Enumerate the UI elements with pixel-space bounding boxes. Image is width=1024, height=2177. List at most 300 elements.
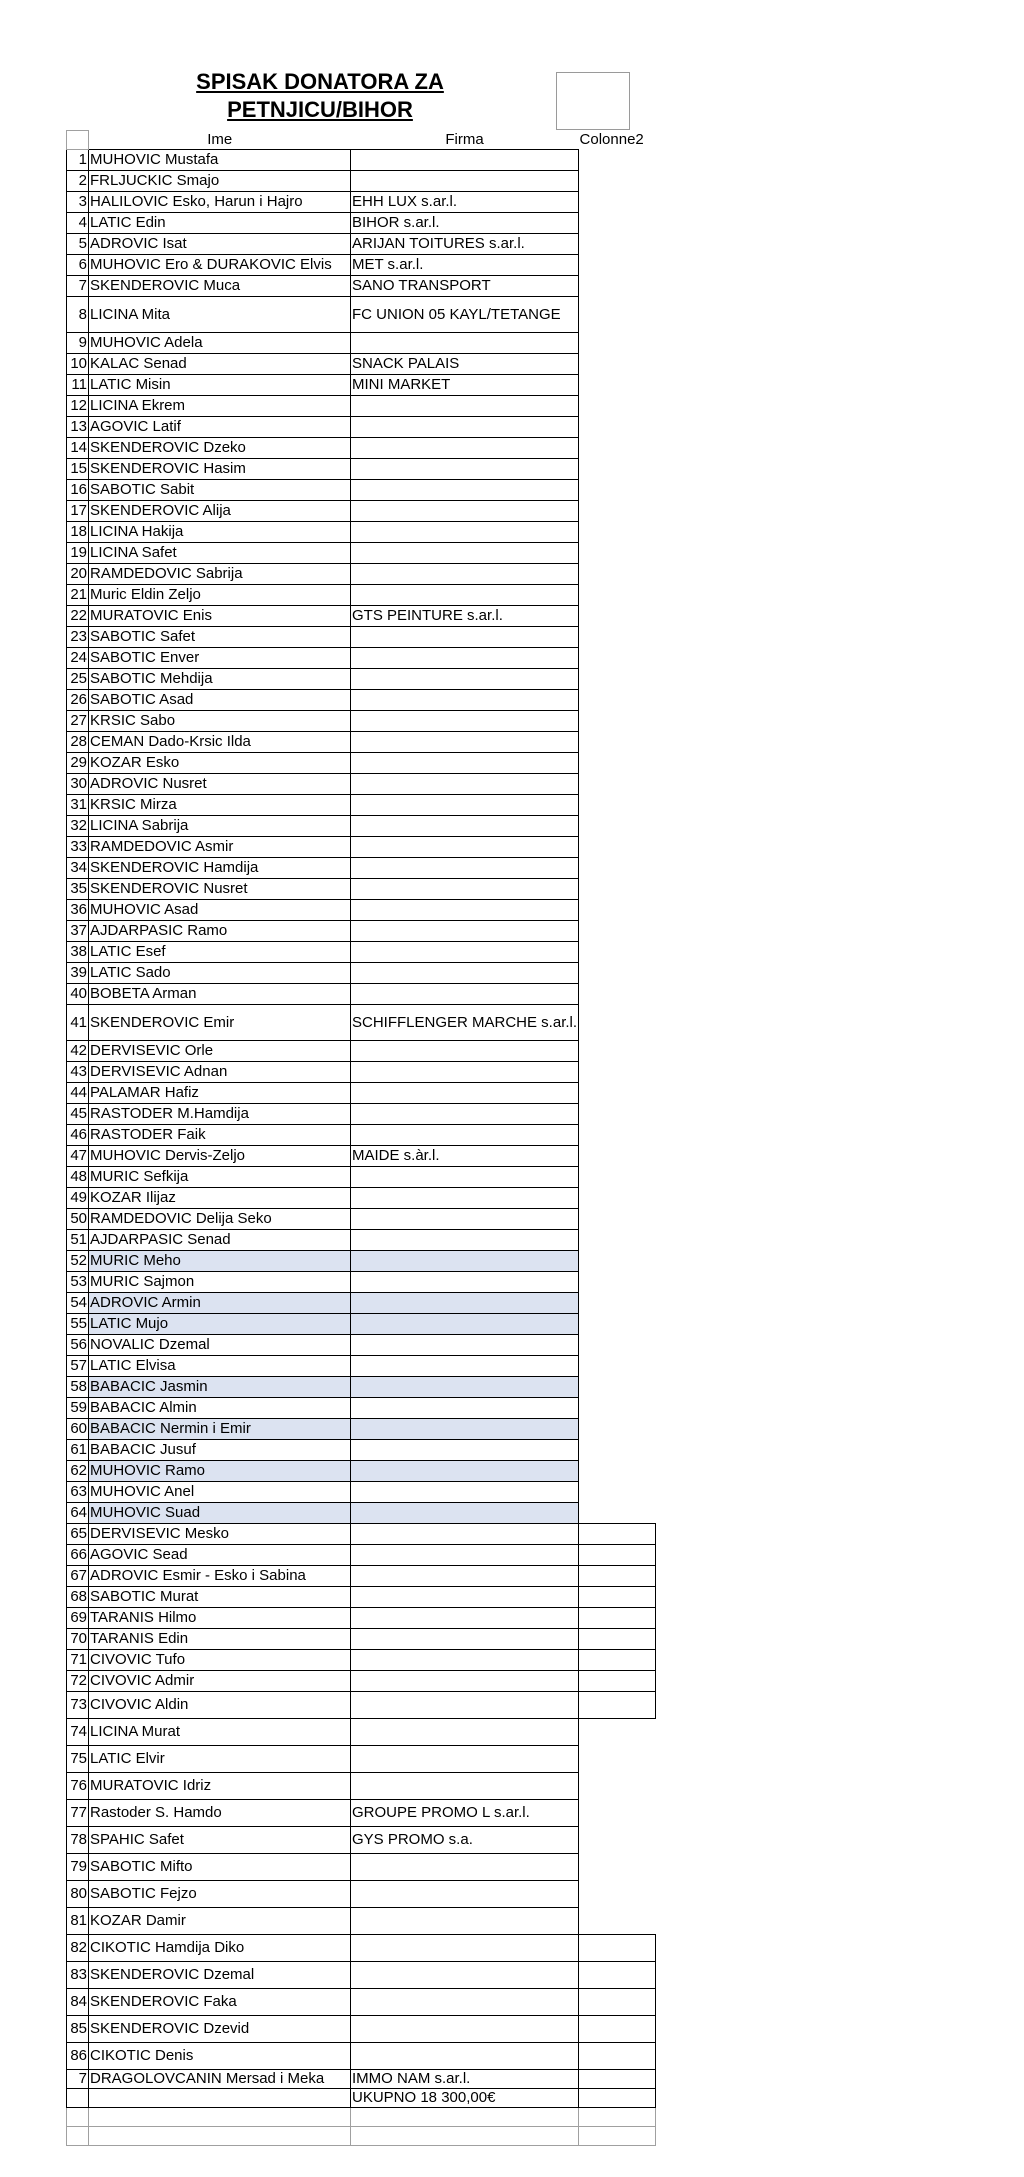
donor-name bbox=[89, 2089, 351, 2108]
donor-company bbox=[351, 858, 579, 879]
table-row bbox=[67, 921, 656, 942]
table-row bbox=[67, 1230, 656, 1251]
row-number: 23 bbox=[67, 627, 89, 648]
row-number: 72 bbox=[67, 1671, 89, 1692]
row-number: 46 bbox=[67, 1125, 89, 1146]
row-number bbox=[67, 2089, 89, 2108]
row-number bbox=[67, 2108, 89, 2127]
header-colonne2: Colonne2 bbox=[579, 131, 644, 148]
colonne2-cell bbox=[579, 255, 656, 276]
donor-name: SABOTIC Mehdija bbox=[89, 669, 351, 690]
table-row bbox=[67, 1827, 656, 1854]
donor-company bbox=[351, 2127, 579, 2146]
donor-name: SKENDEROVIC Hamdija bbox=[89, 858, 351, 879]
table-row bbox=[67, 1545, 656, 1566]
donor-company bbox=[351, 1188, 579, 1209]
donor-name: SABOTIC Murat bbox=[89, 1587, 351, 1608]
donor-name: SKENDEROVIC Dzemal bbox=[89, 1962, 351, 1989]
donor-name: PALAMAR Hafiz bbox=[89, 1083, 351, 1104]
donor-company bbox=[351, 585, 579, 606]
table-row bbox=[67, 333, 656, 354]
donor-name: MUHOVIC Ramo bbox=[89, 1461, 351, 1482]
row-number: 76 bbox=[67, 1773, 89, 1800]
row-number: 55 bbox=[67, 1314, 89, 1335]
row-number: 71 bbox=[67, 1650, 89, 1671]
table-row bbox=[67, 1314, 656, 1335]
row-number: 57 bbox=[67, 1356, 89, 1377]
row-number: 50 bbox=[67, 1209, 89, 1230]
donor-name: RAMDEDOVIC Delija Seko bbox=[89, 1209, 351, 1230]
donor-company: GROUPE PROMO L s.ar.l. bbox=[351, 1800, 579, 1827]
donor-company bbox=[351, 1503, 579, 1524]
table-row bbox=[67, 276, 656, 297]
colonne2-cell bbox=[579, 1167, 656, 1188]
table-row bbox=[67, 1908, 656, 1935]
donor-company bbox=[351, 795, 579, 816]
table-row bbox=[67, 1188, 656, 1209]
colonne2-cell bbox=[579, 2127, 656, 2146]
donor-name: LICINA Mita bbox=[89, 297, 351, 333]
table-row bbox=[67, 438, 656, 459]
donor-company bbox=[351, 2016, 579, 2043]
row-number: 65 bbox=[67, 1524, 89, 1545]
table-row bbox=[67, 480, 656, 501]
table-row bbox=[67, 1935, 656, 1962]
row-number: 15 bbox=[67, 459, 89, 480]
donor-company bbox=[351, 1566, 579, 1587]
donor-company: SNACK PALAIS bbox=[351, 354, 579, 375]
row-number: 27 bbox=[67, 711, 89, 732]
donor-company bbox=[351, 1962, 579, 1989]
row-number bbox=[67, 2127, 89, 2146]
donor-company bbox=[351, 171, 579, 192]
donor-company bbox=[351, 564, 579, 585]
donor-name: MURATOVIC Idriz bbox=[89, 1773, 351, 1800]
donor-company: SCHIFFLENGER MARCHE s.ar.l. bbox=[351, 1005, 579, 1041]
table-row bbox=[67, 1989, 656, 2016]
donor-name: ADROVIC Esmir - Esko i Sabina bbox=[89, 1566, 351, 1587]
donor-name: SKENDEROVIC Faka bbox=[89, 1989, 351, 2016]
donor-name: MURIC Sajmon bbox=[89, 1272, 351, 1293]
colonne2-cell bbox=[579, 1908, 656, 1935]
row-number: 51 bbox=[67, 1230, 89, 1251]
donor-name: AJDARPASIC Senad bbox=[89, 1230, 351, 1251]
colonne2-cell bbox=[579, 1398, 656, 1419]
table-row bbox=[67, 2016, 656, 2043]
row-number: 41 bbox=[67, 1005, 89, 1041]
colonne2-cell bbox=[579, 354, 656, 375]
donor-company bbox=[351, 1356, 579, 1377]
row-number: 2 bbox=[67, 171, 89, 192]
table-row bbox=[67, 1146, 656, 1167]
table-row bbox=[67, 774, 656, 795]
donor-company bbox=[351, 1881, 579, 1908]
colonne2-cell bbox=[579, 1083, 656, 1104]
donor-name: KALAC Senad bbox=[89, 354, 351, 375]
donor-company: ARIJAN TOITURES s.ar.l. bbox=[351, 234, 579, 255]
donor-company bbox=[351, 1398, 579, 1419]
row-number: 25 bbox=[67, 669, 89, 690]
donor-name: LATIC Misin bbox=[89, 375, 351, 396]
colonne2-cell bbox=[579, 1827, 656, 1854]
row-number: 16 bbox=[67, 480, 89, 501]
row-number: 69 bbox=[67, 1608, 89, 1629]
row-number: 84 bbox=[67, 1989, 89, 2016]
donor-name: LICINA Ekrem bbox=[89, 396, 351, 417]
donor-company bbox=[351, 459, 579, 480]
table-row bbox=[67, 963, 656, 984]
row-number: 44 bbox=[67, 1083, 89, 1104]
colonne2-cell bbox=[579, 396, 656, 417]
row-number: 52 bbox=[67, 1251, 89, 1272]
donor-company bbox=[351, 774, 579, 795]
donor-company bbox=[351, 669, 579, 690]
donor-company bbox=[351, 480, 579, 501]
row-number: 67 bbox=[67, 1566, 89, 1587]
donor-company bbox=[351, 522, 579, 543]
donor-name: FRLJUCKIC Smajo bbox=[89, 171, 351, 192]
colonne2-cell bbox=[579, 1104, 656, 1125]
colonne2-cell bbox=[579, 1719, 656, 1746]
donor-name: RAMDEDOVIC Asmir bbox=[89, 837, 351, 858]
row-number: 6 bbox=[67, 255, 89, 276]
table-row bbox=[67, 1104, 656, 1125]
donor-company: MINI MARKET bbox=[351, 375, 579, 396]
table-row bbox=[67, 1398, 656, 1419]
table-row bbox=[67, 606, 656, 627]
donor-name: BABACIC Nermin i Emir bbox=[89, 1419, 351, 1440]
row-number: 1 bbox=[67, 150, 89, 171]
colonne2-cell bbox=[579, 753, 656, 774]
row-number: 66 bbox=[67, 1545, 89, 1566]
donor-name: DERVISEVIC Mesko bbox=[89, 1524, 351, 1545]
donor-name: TARANIS Hilmo bbox=[89, 1608, 351, 1629]
donor-company: GTS PEINTURE s.ar.l. bbox=[351, 606, 579, 627]
donor-name: SABOTIC Mifto bbox=[89, 1854, 351, 1881]
donor-company: IMMO NAM s.ar.l. bbox=[351, 2070, 579, 2089]
table-row bbox=[67, 234, 656, 255]
donor-company bbox=[351, 333, 579, 354]
row-number: 34 bbox=[67, 858, 89, 879]
table-row bbox=[67, 1293, 656, 1314]
donor-name: MUHOVIC Mustafa bbox=[89, 150, 351, 171]
table-row bbox=[67, 1524, 656, 1545]
row-number: 42 bbox=[67, 1041, 89, 1062]
donor-company bbox=[351, 627, 579, 648]
donor-name: LICINA Murat bbox=[89, 1719, 351, 1746]
donor-company: GYS PROMO s.a. bbox=[351, 1827, 579, 1854]
donor-company bbox=[351, 1293, 579, 1314]
row-number: 62 bbox=[67, 1461, 89, 1482]
table-row bbox=[67, 753, 656, 774]
donor-company bbox=[351, 1125, 579, 1146]
colonne2-cell bbox=[579, 1881, 656, 1908]
colonne2-cell bbox=[579, 669, 656, 690]
donor-company bbox=[351, 1314, 579, 1335]
donor-name: LICINA Sabrija bbox=[89, 816, 351, 837]
colonne2-cell bbox=[579, 1650, 656, 1671]
donor-name: KRSIC Mirza bbox=[89, 795, 351, 816]
colonne2-cell bbox=[579, 1440, 656, 1461]
donor-name: LATIC Mujo bbox=[89, 1314, 351, 1335]
table-row bbox=[67, 2043, 656, 2070]
colonne2-cell bbox=[579, 2108, 656, 2127]
donor-name: CIVOVIC Aldin bbox=[89, 1692, 351, 1719]
table-row bbox=[67, 1209, 656, 1230]
row-number: 13 bbox=[67, 417, 89, 438]
colonne2-cell bbox=[579, 606, 656, 627]
donor-name: RAMDEDOVIC Sabrija bbox=[89, 564, 351, 585]
donor-company bbox=[351, 1524, 579, 1545]
row-number: 38 bbox=[67, 942, 89, 963]
donor-name: BABACIC Almin bbox=[89, 1398, 351, 1419]
colonne2-cell bbox=[579, 1545, 656, 1566]
colonne2-cell bbox=[579, 417, 656, 438]
table-row bbox=[67, 150, 656, 171]
colonne2-cell bbox=[579, 2016, 656, 2043]
row-number: 70 bbox=[67, 1629, 89, 1650]
table-row bbox=[67, 1461, 656, 1482]
row-number: 53 bbox=[67, 1272, 89, 1293]
donor-company: MET s.ar.l. bbox=[351, 255, 579, 276]
table-row bbox=[67, 1377, 656, 1398]
colonne2-cell bbox=[579, 837, 656, 858]
table-row bbox=[67, 171, 656, 192]
row-number: 20 bbox=[67, 564, 89, 585]
colonne2-cell bbox=[579, 1209, 656, 1230]
donor-company bbox=[351, 1719, 579, 1746]
colonne2-cell bbox=[579, 1272, 656, 1293]
table-row bbox=[67, 585, 656, 606]
header-row bbox=[67, 131, 656, 150]
donor-name: BABACIC Jasmin bbox=[89, 1377, 351, 1398]
donor-company: BIHOR s.ar.l. bbox=[351, 213, 579, 234]
table-row bbox=[67, 1854, 656, 1881]
row-number: 29 bbox=[67, 753, 89, 774]
donor-company bbox=[351, 984, 579, 1005]
table-row bbox=[67, 1419, 656, 1440]
colonne2-cell bbox=[579, 1461, 656, 1482]
donor-company bbox=[351, 648, 579, 669]
donor-company bbox=[351, 1650, 579, 1671]
table-row bbox=[67, 1671, 656, 1692]
header-firma: Firma bbox=[445, 130, 484, 148]
table-row bbox=[67, 900, 656, 921]
table-row bbox=[67, 2127, 656, 2146]
donor-name: LATIC Esef bbox=[89, 942, 351, 963]
row-number: 18 bbox=[67, 522, 89, 543]
colonne2-cell bbox=[579, 150, 656, 171]
colonne2-cell bbox=[579, 501, 656, 522]
row-number: 7 bbox=[67, 276, 89, 297]
donor-company bbox=[351, 837, 579, 858]
table-row bbox=[67, 1719, 656, 1746]
header-num bbox=[67, 131, 89, 150]
colonne2-cell bbox=[579, 1692, 656, 1719]
colonne2-cell bbox=[579, 858, 656, 879]
donor-company: SANO TRANSPORT bbox=[351, 276, 579, 297]
table-row bbox=[67, 627, 656, 648]
row-number: 32 bbox=[67, 816, 89, 837]
table-row bbox=[67, 1482, 656, 1503]
donor-company bbox=[351, 2108, 579, 2127]
colonne2-cell bbox=[579, 1005, 656, 1041]
colonne2-cell bbox=[579, 1800, 656, 1827]
table-row bbox=[67, 732, 656, 753]
colonne2-cell bbox=[579, 1377, 656, 1398]
row-number: 56 bbox=[67, 1335, 89, 1356]
colonne2-cell bbox=[579, 1524, 656, 1545]
donor-company bbox=[351, 1440, 579, 1461]
donor-company bbox=[351, 1671, 579, 1692]
donor-name: HALILOVIC Esko, Harun i Hajro bbox=[89, 192, 351, 213]
row-number: 68 bbox=[67, 1587, 89, 1608]
donor-name: ADROVIC Armin bbox=[89, 1293, 351, 1314]
colonne2-cell bbox=[579, 900, 656, 921]
donor-company bbox=[351, 816, 579, 837]
colonne2-cell bbox=[579, 1773, 656, 1800]
table-row bbox=[67, 795, 656, 816]
donor-company bbox=[351, 1608, 579, 1629]
donor-company bbox=[351, 501, 579, 522]
colonne2-cell bbox=[579, 1587, 656, 1608]
donor-company bbox=[351, 1167, 579, 1188]
donor-company bbox=[351, 711, 579, 732]
table-row bbox=[67, 669, 656, 690]
colonne2-cell bbox=[579, 480, 656, 501]
donor-table-body bbox=[67, 131, 656, 2146]
colonne2-cell bbox=[579, 1041, 656, 1062]
row-number: 60 bbox=[67, 1419, 89, 1440]
colonne2-cell bbox=[579, 1746, 656, 1773]
colonne2-cell bbox=[579, 795, 656, 816]
donor-name bbox=[89, 2127, 351, 2146]
row-number: 80 bbox=[67, 1881, 89, 1908]
row-number: 82 bbox=[67, 1935, 89, 1962]
donor-name: CIVOVIC Tufo bbox=[89, 1650, 351, 1671]
table-row bbox=[67, 816, 656, 837]
donor-company bbox=[351, 1230, 579, 1251]
row-number: 61 bbox=[67, 1440, 89, 1461]
donor-name: RASTODER M.Hamdija bbox=[89, 1104, 351, 1125]
table-row bbox=[67, 942, 656, 963]
donor-company: MAIDE s.àr.l. bbox=[351, 1146, 579, 1167]
colonne2-cell bbox=[579, 1503, 656, 1524]
donor-name: KOZAR Ilijaz bbox=[89, 1188, 351, 1209]
donor-company bbox=[351, 438, 579, 459]
table-row bbox=[67, 1587, 656, 1608]
row-number: 3 bbox=[67, 192, 89, 213]
table-row bbox=[67, 396, 656, 417]
donor-company: UKUPNO 18 300,00€ bbox=[351, 2089, 579, 2108]
donor-name: LATIC Sado bbox=[89, 963, 351, 984]
donor-name: LICINA Hakija bbox=[89, 522, 351, 543]
row-number: 39 bbox=[67, 963, 89, 984]
colonne2-cell bbox=[579, 879, 656, 900]
table-row bbox=[67, 354, 656, 375]
table-row bbox=[67, 1503, 656, 1524]
colonne2-cell bbox=[579, 984, 656, 1005]
colonne2-cell bbox=[579, 192, 656, 213]
table-row bbox=[67, 1773, 656, 1800]
row-number: 85 bbox=[67, 2016, 89, 2043]
table-row bbox=[67, 1083, 656, 1104]
donor-company bbox=[351, 1482, 579, 1503]
donor-name: BOBETA Arman bbox=[89, 984, 351, 1005]
donor-company bbox=[351, 1935, 579, 1962]
row-number: 8 bbox=[67, 297, 89, 333]
table-row bbox=[67, 1335, 656, 1356]
donor-company bbox=[351, 1692, 579, 1719]
row-number: 17 bbox=[67, 501, 89, 522]
colonne2-cell bbox=[579, 1335, 656, 1356]
table-row bbox=[67, 711, 656, 732]
donor-name: MUHOVIC Suad bbox=[89, 1503, 351, 1524]
row-number: 49 bbox=[67, 1188, 89, 1209]
document-title bbox=[150, 68, 490, 124]
donor-company bbox=[351, 543, 579, 564]
title-line-2: PETNJICU/BIHOR bbox=[227, 97, 413, 122]
donor-name: RASTODER Faik bbox=[89, 1125, 351, 1146]
donor-company bbox=[351, 1272, 579, 1293]
donor-name: SKENDEROVIC Muca bbox=[89, 276, 351, 297]
table-row bbox=[67, 543, 656, 564]
donor-company bbox=[351, 1041, 579, 1062]
donor-company bbox=[351, 753, 579, 774]
donor-company bbox=[351, 1335, 579, 1356]
row-number: 43 bbox=[67, 1062, 89, 1083]
row-number: 28 bbox=[67, 732, 89, 753]
donor-name: AJDARPASIC Ramo bbox=[89, 921, 351, 942]
donor-name: LATIC Elvisa bbox=[89, 1356, 351, 1377]
table-row bbox=[67, 1062, 656, 1083]
colonne2-cell bbox=[579, 564, 656, 585]
row-number: 4 bbox=[67, 213, 89, 234]
colonne2-cell bbox=[579, 1989, 656, 2016]
table-row bbox=[67, 1005, 656, 1041]
donor-name: TARANIS Edin bbox=[89, 1629, 351, 1650]
colonne2-cell bbox=[579, 1146, 656, 1167]
row-number: 63 bbox=[67, 1482, 89, 1503]
colonne2-cell bbox=[579, 2089, 656, 2108]
title-line-1: SPISAK DONATORA ZA bbox=[196, 69, 444, 94]
table-row bbox=[67, 417, 656, 438]
colonne2-cell bbox=[579, 276, 656, 297]
donor-company bbox=[351, 732, 579, 753]
donor-company bbox=[351, 1746, 579, 1773]
row-number: 78 bbox=[67, 1827, 89, 1854]
row-number: 74 bbox=[67, 1719, 89, 1746]
colonne2-cell bbox=[579, 648, 656, 669]
table-row bbox=[67, 1356, 656, 1377]
donor-company bbox=[351, 963, 579, 984]
donor-company bbox=[351, 900, 579, 921]
colonne2-cell bbox=[579, 585, 656, 606]
donor-company bbox=[351, 1773, 579, 1800]
colonne2-cell bbox=[579, 711, 656, 732]
donor-name: SABOTIC Sabit bbox=[89, 480, 351, 501]
donor-name: SPAHIC Safet bbox=[89, 1827, 351, 1854]
donor-name: CIVOVIC Admir bbox=[89, 1671, 351, 1692]
table-row bbox=[67, 2089, 656, 2108]
donor-name: SKENDEROVIC Emir bbox=[89, 1005, 351, 1041]
donor-name: KOZAR Esko bbox=[89, 753, 351, 774]
donor-name: BABACIC Jusuf bbox=[89, 1440, 351, 1461]
row-number: 30 bbox=[67, 774, 89, 795]
table-row bbox=[67, 1167, 656, 1188]
row-number: 26 bbox=[67, 690, 89, 711]
row-number: 5 bbox=[67, 234, 89, 255]
